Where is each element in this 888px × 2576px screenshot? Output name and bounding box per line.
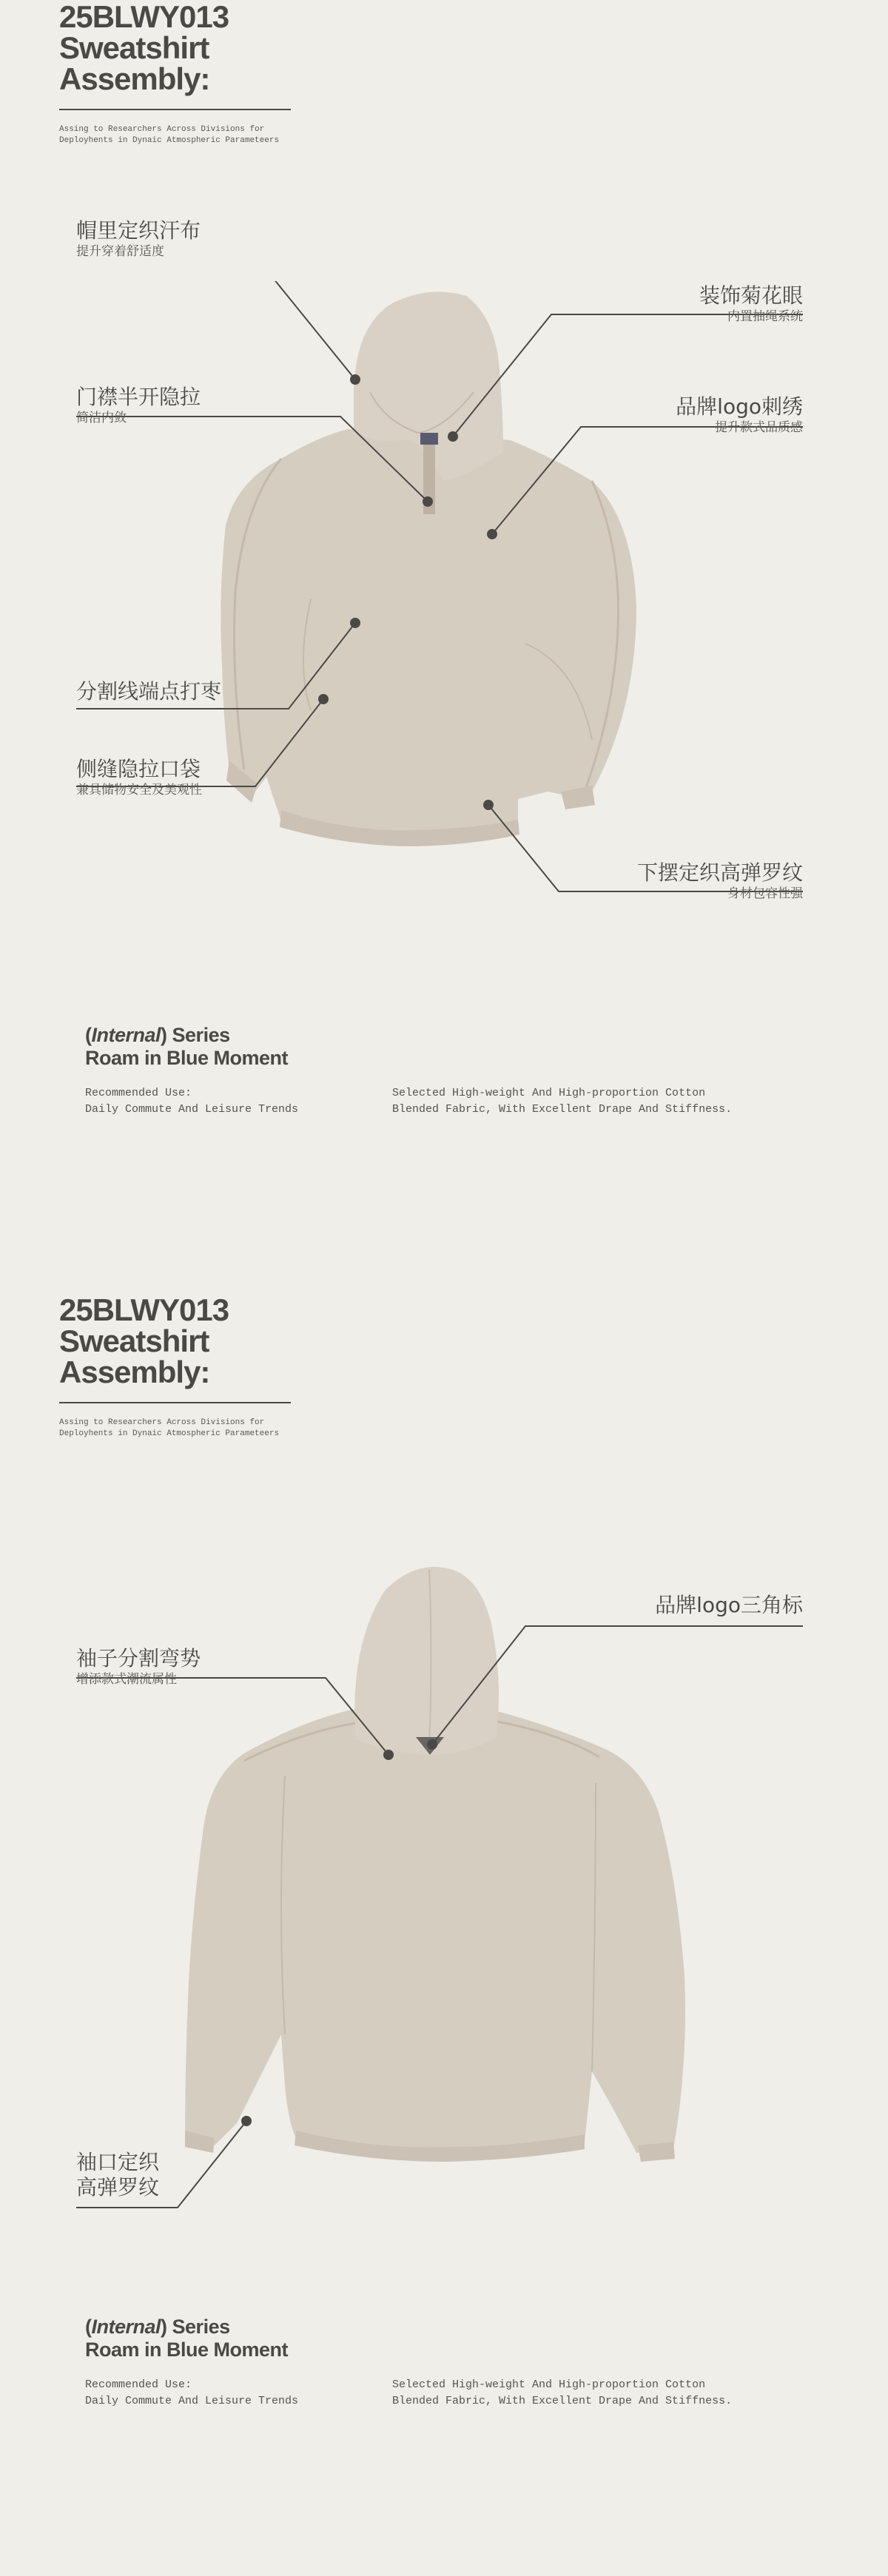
callout-hem-rib bbox=[637, 860, 803, 902]
use-line: Daily Commute And Leisure Trends bbox=[85, 2395, 299, 2407]
callout-half-zip bbox=[76, 385, 201, 426]
callout-title: 袖子分割弯势 bbox=[76, 1646, 201, 1670]
series-internal: Internal bbox=[91, 1024, 161, 1046]
callout-title: 帽里定织汗布 bbox=[76, 218, 201, 243]
callout-hood-lining bbox=[76, 218, 201, 260]
callout-side-pocket bbox=[76, 757, 202, 798]
use-line: Recommended Use: bbox=[85, 2378, 192, 2391]
fabric-line: Blended Fabric, With Excellent Drape And Stiffness. bbox=[392, 1103, 733, 1116]
title-line: 25BLWY013 bbox=[59, 1292, 229, 1327]
subtitle-line: Assing to Researchers Across Divisions for bbox=[59, 125, 265, 134]
callout-title-line2: 高弹罗纹 bbox=[76, 2175, 160, 2199]
title-line: Assembly: bbox=[59, 1355, 210, 1389]
fabric-line: Selected High-weight And High-proportion Cotton bbox=[392, 2378, 706, 2391]
fabric-description bbox=[392, 2377, 732, 2410]
callout-logo-embroidery bbox=[676, 394, 803, 436]
fabric-line: Blended Fabric, With Excellent Drape And Stiffness. bbox=[392, 2395, 733, 2407]
callout-subtitle: 提升款式品质感 bbox=[715, 420, 803, 435]
callout-title: 袖口定织 bbox=[76, 2150, 160, 2174]
fabric-line: Selected High-weight And High-proportion Cotton bbox=[392, 1087, 706, 1099]
hoodie-back-hood bbox=[355, 1567, 500, 1755]
callout-cuff bbox=[76, 2150, 159, 2200]
callout-title: 侧缝隐拉口袋 bbox=[76, 757, 201, 781]
title-divider bbox=[59, 1402, 291, 1403]
title-line: 25BLWY013 bbox=[59, 0, 229, 34]
hoodie-front-illustration bbox=[0, 281, 888, 917]
page-subtitle bbox=[59, 1417, 279, 1440]
subtitle-line: Deployhents in Dynaic Atmospheric Parameteers bbox=[59, 136, 280, 145]
page-title bbox=[59, 1292, 229, 1389]
callout-subtitle: 身材包容性强 bbox=[727, 886, 803, 901]
series-word: Series bbox=[172, 2316, 230, 2338]
callout-title: 门襟半开隐拉 bbox=[76, 385, 201, 409]
page-title bbox=[59, 1, 229, 95]
callout-subtitle: 兼具储物安全及美观性 bbox=[76, 783, 202, 798]
callout-subtitle: 提升穿着舒适度 bbox=[76, 244, 164, 259]
callout-title: 分割线端点打枣 bbox=[76, 679, 222, 704]
title-line: Assembly: bbox=[59, 61, 210, 96]
title-line: Sweatshirt bbox=[59, 1324, 209, 1358]
series-name: Roam in Blue Moment bbox=[85, 1047, 289, 1069]
subtitle-line: Assing to Researchers Across Divisions for bbox=[59, 1418, 265, 1427]
hoodie-back-body bbox=[185, 1709, 685, 2154]
title-line: Sweatshirt bbox=[59, 30, 209, 65]
recommended-use bbox=[85, 1085, 298, 1118]
callout-subtitle: 增添款式潮流属性 bbox=[76, 1672, 177, 1687]
recommended-use bbox=[85, 2377, 298, 2410]
callout-title: 品牌logo刺绣 bbox=[676, 394, 803, 419]
callout-subtitle: 简洁内敛 bbox=[76, 411, 127, 425]
callout-title: 下摆定织高弹罗纹 bbox=[636, 860, 803, 885]
use-line: Daily Commute And Leisure Trends bbox=[85, 1103, 299, 1116]
callout-bartack bbox=[76, 679, 221, 704]
series-name: Roam in Blue Moment bbox=[85, 2339, 289, 2361]
callout-triangle-logo bbox=[655, 1593, 803, 1618]
use-line: Recommended Use: bbox=[85, 1087, 192, 1099]
callout-title: 品牌logo三角标 bbox=[655, 1593, 803, 1617]
fabric-description bbox=[392, 1085, 732, 1118]
title-divider bbox=[59, 109, 291, 110]
callout-title: 装饰菊花眼 bbox=[699, 283, 803, 308]
page-subtitle bbox=[59, 124, 279, 146]
series-internal: Internal bbox=[91, 2316, 161, 2338]
callout-subtitle: 内置抽绳系统 bbox=[727, 309, 803, 324]
subtitle-line: Deployhents in Dynaic Atmospheric Parameteers bbox=[59, 1429, 280, 1438]
series-heading: (Internal) Series Roam in Blue Moment bbox=[85, 2316, 289, 2361]
series-word: Series bbox=[172, 1024, 230, 1046]
series-heading: (Internal) Series Roam in Blue Moment bbox=[85, 1024, 289, 1069]
callout-sleeve-seam bbox=[76, 1646, 201, 1687]
callout-eyelet bbox=[699, 283, 803, 325]
